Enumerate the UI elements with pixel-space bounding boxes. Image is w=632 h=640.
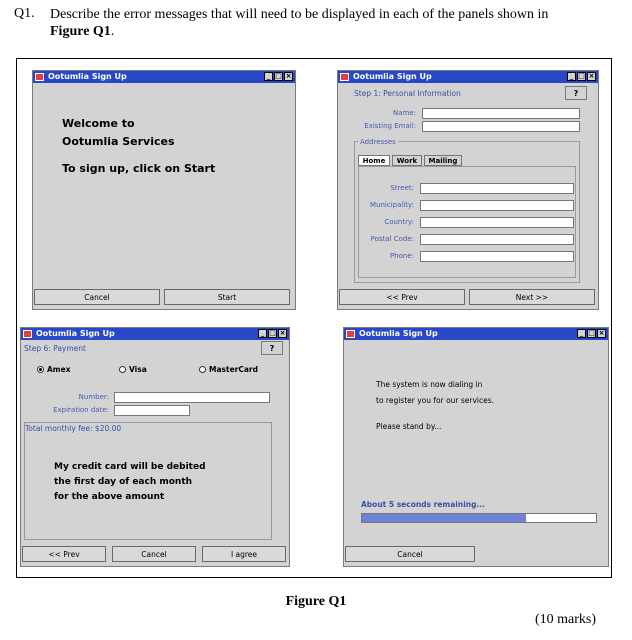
existing-email-label: Existing Email: (364, 122, 416, 130)
payment-window (20, 327, 290, 567)
close-icon[interactable]: × (588, 72, 595, 80)
window-controls (577, 329, 606, 338)
name-field[interactable] (422, 108, 580, 119)
postal-code-field[interactable] (420, 234, 574, 245)
agree-button[interactable]: I agree (202, 546, 286, 562)
welcome-line-1: Welcome to (62, 117, 135, 130)
progress-fill (362, 514, 526, 522)
country-label: Country: (384, 218, 414, 226)
window-controls (264, 72, 293, 81)
next-button[interactable]: Next >> (469, 289, 595, 305)
maximize-icon[interactable]: □ (578, 72, 585, 80)
app-icon (346, 330, 355, 338)
debit-notice-line-3: for the above amount (54, 492, 165, 502)
postal-code-label: Postal Code: (370, 235, 414, 243)
cancel-button[interactable]: Cancel (345, 546, 475, 562)
window-title: Ootumlia Sign Up (48, 72, 127, 81)
progress-bar (361, 513, 597, 523)
phone-label: Phone: (389, 252, 414, 260)
radio-amex[interactable] (37, 365, 71, 374)
total-fee-label: Total monthly fee: $20.00 (25, 424, 122, 433)
dialing-line-2: to register you for our services. (376, 396, 495, 405)
municipality-field[interactable] (420, 200, 574, 211)
radio-mastercard-label: MasterCard (209, 365, 258, 374)
radio-visa[interactable] (119, 365, 147, 374)
radio-selected-icon (37, 366, 44, 373)
minimize-icon[interactable]: _ (258, 329, 267, 338)
minimize-icon[interactable]: _ (264, 72, 273, 81)
dialing-window (343, 327, 609, 567)
step-label: Step 6: Payment (24, 344, 86, 353)
question-text-end: . (110, 24, 115, 39)
welcome-window (32, 70, 296, 310)
addresses-label: Addresses (360, 138, 396, 146)
radio-mastercard[interactable] (199, 365, 258, 374)
dialing-line-3: Please stand by... (376, 422, 442, 431)
radio-unselected-icon (119, 366, 126, 373)
dialing-line-1: The system is now dialing in (376, 380, 483, 389)
tab-mailing[interactable]: Mailing (424, 155, 462, 166)
window-title: Ootumlia Sign Up (359, 329, 438, 338)
minimize-icon[interactable]: _ (567, 72, 576, 81)
app-icon (340, 73, 349, 81)
dialing-titlebar (344, 328, 608, 340)
figure-caption: Figure Q1 (285, 594, 347, 609)
app-icon (35, 73, 44, 81)
marks-label: (10 marks) (534, 612, 596, 627)
question-text-main: Describe the error messages that will need to be displayed in each of the panels shown in (50, 7, 549, 22)
maximize-icon[interactable]: □ (588, 329, 595, 337)
debit-notice-line-1: My credit card will be debited (54, 462, 206, 472)
prev-button[interactable]: << Prev (22, 546, 106, 562)
country-field[interactable] (420, 217, 574, 228)
question-figure-ref: Figure Q1 (50, 24, 111, 39)
question-text (50, 6, 610, 40)
street-label: Street: (390, 184, 414, 192)
question-number: Q1. (14, 6, 35, 21)
existing-email-field[interactable] (422, 121, 580, 132)
payment-titlebar (21, 328, 289, 340)
radio-unselected-icon (199, 366, 206, 373)
tab-home[interactable]: Home (358, 155, 390, 166)
window-controls (567, 72, 596, 81)
figure-frame (16, 58, 612, 578)
welcome-line-2: Ootumlia Services (62, 135, 175, 148)
debit-notice-line-2: the first day of each month (54, 477, 193, 487)
tab-work[interactable]: Work (392, 155, 422, 166)
cancel-button[interactable]: Cancel (34, 289, 160, 305)
personal-titlebar (338, 71, 598, 83)
close-icon[interactable]: × (598, 329, 605, 337)
window-title: Ootumlia Sign Up (353, 72, 432, 81)
help-button[interactable]: ? (565, 86, 587, 100)
minimize-icon[interactable]: _ (577, 329, 586, 338)
phone-field[interactable] (420, 251, 574, 262)
help-button[interactable]: ? (261, 341, 283, 355)
maximize-icon[interactable]: □ (275, 72, 282, 80)
welcome-line-3: To sign up, click on Start (62, 162, 216, 175)
expiration-date-label: Expiration date: (53, 406, 109, 414)
start-button[interactable]: Start (164, 289, 290, 305)
step-label: Step 1: Personal Information (354, 89, 461, 98)
card-number-label: Number: (78, 393, 109, 401)
close-icon[interactable]: × (279, 329, 286, 337)
maximize-icon[interactable]: □ (269, 329, 276, 337)
street-field[interactable] (420, 183, 574, 194)
municipality-label: Municipality: (369, 201, 414, 209)
radio-visa-label: Visa (129, 365, 147, 374)
window-controls (258, 329, 287, 338)
time-remaining-label: About 5 seconds remaining... (361, 500, 486, 509)
window-title: Ootumlia Sign Up (36, 329, 115, 338)
cancel-button[interactable]: Cancel (112, 546, 196, 562)
close-icon[interactable]: × (285, 72, 292, 80)
name-label: Name: (392, 109, 416, 117)
personal-info-window (337, 70, 599, 310)
welcome-titlebar (33, 71, 295, 83)
radio-amex-label: Amex (47, 365, 71, 374)
card-number-field[interactable] (114, 392, 270, 403)
prev-button[interactable]: << Prev (339, 289, 465, 305)
expiration-date-field[interactable] (114, 405, 190, 416)
app-icon (23, 330, 32, 338)
